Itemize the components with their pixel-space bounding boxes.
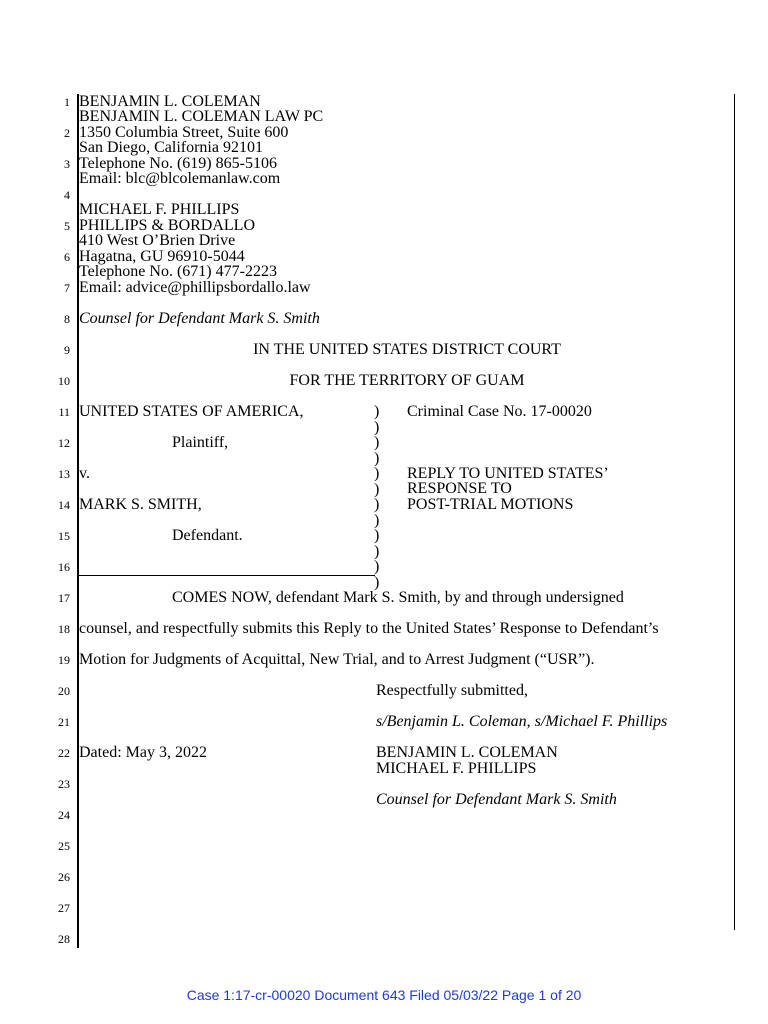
signature-counsel-for: Counsel for Defendant Mark S. Smith	[376, 791, 617, 808]
line-number: 17	[58, 591, 70, 605]
signature-closing: Respectfully submitted,	[376, 682, 528, 699]
line-number: 4	[64, 188, 70, 202]
counsel2-phone: Telephone No. (671) 477-2223	[79, 263, 277, 280]
line-number: 22	[58, 746, 70, 760]
line-number: 3	[64, 157, 70, 171]
court-territory: FOR THE TERRITORY OF GUAM	[289, 372, 525, 389]
line-number: 9	[64, 343, 70, 357]
counsel-for-header: Counsel for Defendant Mark S. Smith	[79, 310, 320, 327]
line-number: 5	[64, 219, 70, 233]
line-number: 10	[58, 374, 70, 388]
court-name: IN THE UNITED STATES DISTRICT COURT	[253, 341, 561, 358]
line-number: 19	[58, 653, 70, 667]
line-number: 16	[58, 560, 70, 574]
counsel1-name: BENJAMIN L. COLEMAN	[79, 93, 261, 110]
line-number: 1	[64, 95, 70, 109]
document-title-line2: RESPONSE TO	[407, 480, 512, 497]
signature-dated: Dated: May 3, 2022	[79, 744, 207, 761]
body-line-2: counsel, and respectfully submits this Reply to the United States’ Response to Defendant’s	[79, 620, 659, 637]
line-number: 15	[58, 529, 70, 543]
signature-name-1: BENJAMIN L. COLEMAN	[376, 744, 558, 761]
line-number: 21	[58, 715, 70, 729]
caption-paren: )	[374, 511, 380, 529]
line-number: 23	[58, 777, 70, 791]
line-number: 25	[58, 839, 70, 853]
line-number: 28	[58, 932, 70, 946]
caption-paren: )	[374, 542, 380, 560]
counsel2-street: 410 West O’Brien Drive	[79, 232, 236, 249]
line-number: 12	[58, 436, 70, 450]
caption-paren: )	[374, 403, 380, 420]
caption-paren: )	[374, 573, 380, 591]
line-number: 7	[64, 281, 70, 295]
line-number: 24	[58, 808, 70, 822]
counsel1-firm: BENJAMIN L. COLEMAN LAW PC	[79, 108, 324, 125]
counsel2-name: MICHAEL F. PHILLIPS	[79, 201, 240, 218]
caption-defendant-role: Defendant.	[172, 527, 243, 544]
caption-underline	[79, 575, 375, 576]
caption-defendant: MARK S. SMITH,	[79, 496, 202, 513]
caption-paren: )	[374, 527, 380, 544]
line-number: 11	[58, 405, 70, 419]
document-title-line1: REPLY TO UNITED STATES’	[407, 465, 609, 482]
line-number: 20	[58, 684, 70, 698]
signature-esig: s/Benjamin L. Coleman, s/Michael F. Phillips	[376, 713, 668, 730]
caption-plaintiff: UNITED STATES OF AMERICA,	[79, 403, 304, 420]
signature-name-2: MICHAEL F. PHILLIPS	[376, 760, 537, 777]
line-number: 6	[64, 250, 70, 264]
case-number: Criminal Case No. 17-00020	[407, 403, 592, 420]
counsel2-firm: PHILLIPS & BORDALLO	[79, 217, 256, 234]
caption-paren: )	[374, 418, 380, 436]
counsel1-city: San Diego, California 92101	[79, 139, 263, 156]
counsel1-email: Email: blc@blcolemanlaw.com	[79, 170, 281, 187]
page-footer: Case 1:17-cr-00020 Document 643 Filed 05/03/22 Page 1 of 20	[186, 987, 582, 1003]
right-margin-line	[734, 94, 735, 930]
line-number: 18	[58, 622, 70, 636]
line-number: 13	[58, 467, 70, 481]
caption-paren: )	[374, 558, 380, 575]
body-line-1: COMES NOW, defendant Mark S. Smith, by and through undersigned	[172, 589, 624, 606]
line-number: 14	[58, 498, 70, 512]
caption-paren: )	[374, 449, 380, 467]
caption-paren: )	[374, 465, 380, 482]
counsel1-street: 1350 Columbia Street, Suite 600	[79, 124, 289, 141]
line-number: 8	[64, 312, 70, 326]
counsel2-email: Email: advice@phillipsbordallo.law	[79, 279, 311, 296]
caption-plaintiff-role: Plaintiff,	[172, 434, 229, 451]
caption-paren: )	[374, 496, 380, 513]
caption-versus: v.	[79, 465, 90, 482]
line-number: 2	[64, 126, 70, 140]
counsel1-phone: Telephone No. (619) 865-5106	[79, 155, 277, 172]
caption-paren: )	[374, 480, 380, 498]
body-line-3: Motion for Judgments of Acquittal, New Trial, and to Arrest Judgment (“USR”).	[79, 651, 595, 668]
counsel2-city: Hagatna, GU 96910-5044	[79, 248, 245, 265]
line-number: 26	[58, 870, 70, 884]
caption-paren: )	[374, 434, 380, 451]
document-title-line3: POST-TRIAL MOTIONS	[407, 496, 574, 513]
line-number: 27	[58, 901, 70, 915]
